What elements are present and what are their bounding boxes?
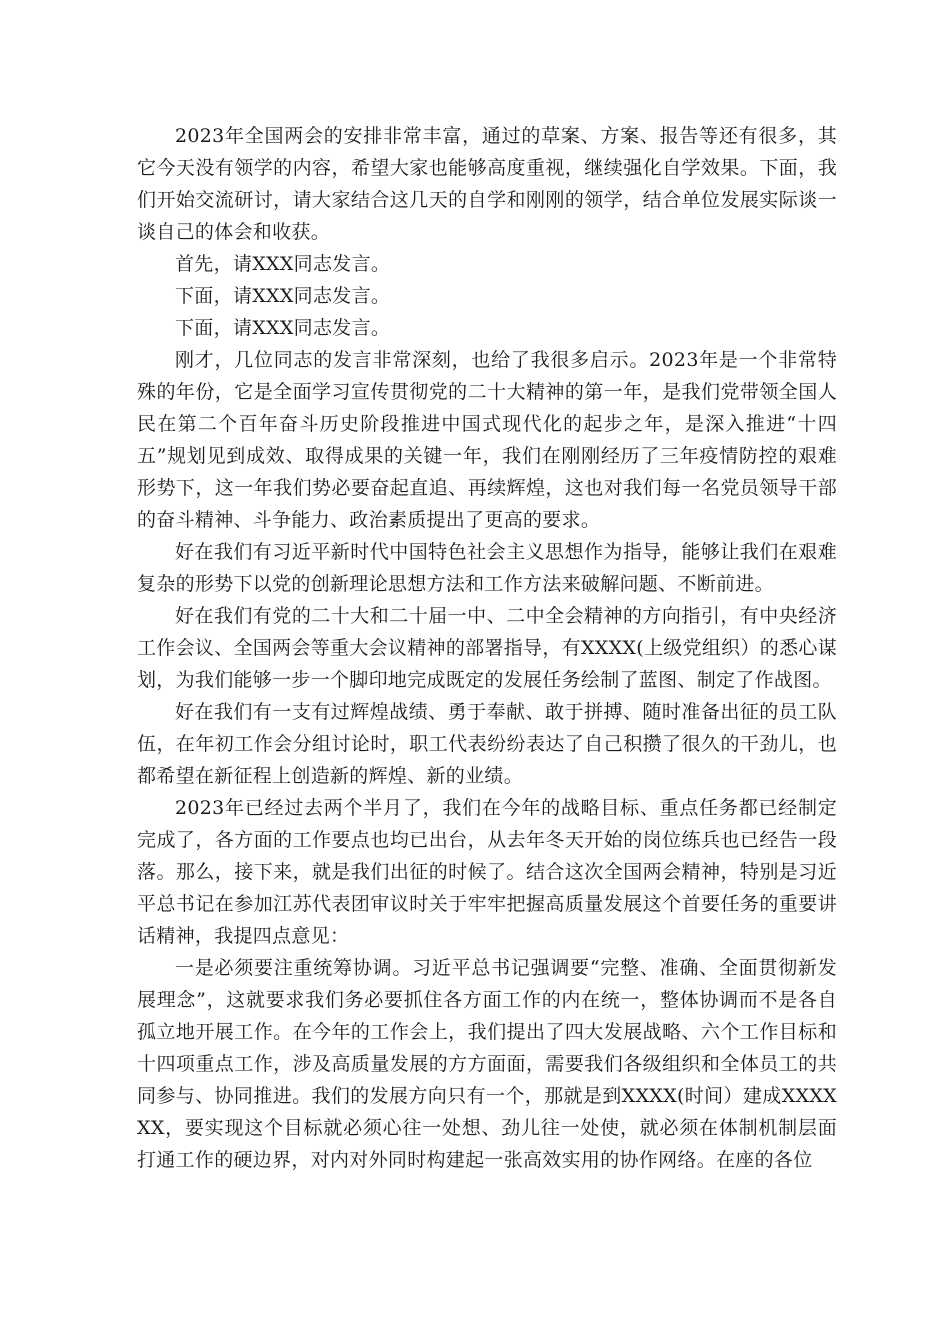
paragraph-10: 一是必须要注重统筹协调。习近平总书记强调要“完整、准确、全面贯彻新发展理念”，这就要求我们务必要抓住各方面工作的内在统一，整体协调而不是各自孤立地开展工作。在今年的工作会上，我们提出了四大发展战略、六个工作目标和十四项重点工作，涉及高质量发展的方方面面，需要我们各级组织和全体员工的共同参与、协同推进。我们的发展方向只有一个，那就是到XXXX(时间）建成XXXXXX，要实现这个目标就必须心往一处想、劲儿往一处使，就必须在体制机制层面打通工作的硬边界，对内对外同时构建起一张高效实用的协作网络。在座的各位 bbox=[137, 957, 837, 1171]
paragraph-9: 2023年已经过去两个半月了，我们在今年的战略目标、重点任务都已经制定完成了，各方面的工作要点也均已出台，从去年冬天开始的岗位练兵也已经告一段落。那么，接下来，就是我们出征的时候了。结合这次全国两会精神，特别是习近平总书记在参加江苏代表团审议时关于牢牢把握高质量发展这个首要任务的重要讲话精神，我提四点意见： bbox=[137, 797, 837, 947]
paragraph-7: 好在我们有党的二十大和二十届一中、二中全会精神的方向指引，有中央经济工作会议、全国两会等重大会议精神的部署指导，有XXXX(上级党组织）的悉心谋划，为我们能够一步一个脚印地完成既定的发展任务绘制了蓝图、制定了作战图。 bbox=[137, 605, 837, 691]
paragraph-6: 好在我们有习近平新时代中国特色社会主义思想作为指导，能够让我们在艰难复杂的形势下以党的创新理论思想方法和工作方法来破解问题、不断前进。 bbox=[137, 541, 837, 595]
paragraph-8: 好在我们有一支有过辉煌战绩、勇于奉献、敢于拼搏、随时准备出征的员工队伍，在年初工作会分组讨论时，职工代表纷纷表达了自己积攒了很久的干劲儿，也都希望在新征程上创造新的辉煌、新的业绩。 bbox=[137, 701, 837, 787]
paragraph-5: 刚才，几位同志的发言非常深刻，也给了我很多启示。2023年是一个非常特殊的年份，它是全面学习宣传贯彻党的二十大精神的第一年，是我们党带领全国人民在第二个百年奋斗历史阶段推进中国式现代化的起步之年，是深入推进“十四五”规划见到成效、取得成果的关键一年，我们在刚刚经历了三年疫情防控的艰难形势下，这一年我们势必要奋起直追、再续辉煌，这也对我们每一名党员领导干部的奋斗精神、斗争能力、政治素质提出了更高的要求。 bbox=[137, 349, 837, 531]
paragraph-1: 2023年全国两会的安排非常丰富，通过的草案、方案、报告等还有很多，其它今天没有领学的内容，希望大家也能够高度重视，继续强化自学效果。下面，我们开始交流研讨，请大家结合这几天的自学和刚刚的领学，结合单位发展实际谈一谈自己的体会和收获。 bbox=[137, 125, 837, 243]
paragraph-2: 首先，请XXX同志发言。 bbox=[175, 253, 391, 275]
paragraph-3: 下面，请XXX同志发言。 bbox=[175, 285, 391, 307]
paragraph-4: 下面，请XXX同志发言。 bbox=[175, 317, 391, 339]
document-body bbox=[137, 120, 837, 1176]
